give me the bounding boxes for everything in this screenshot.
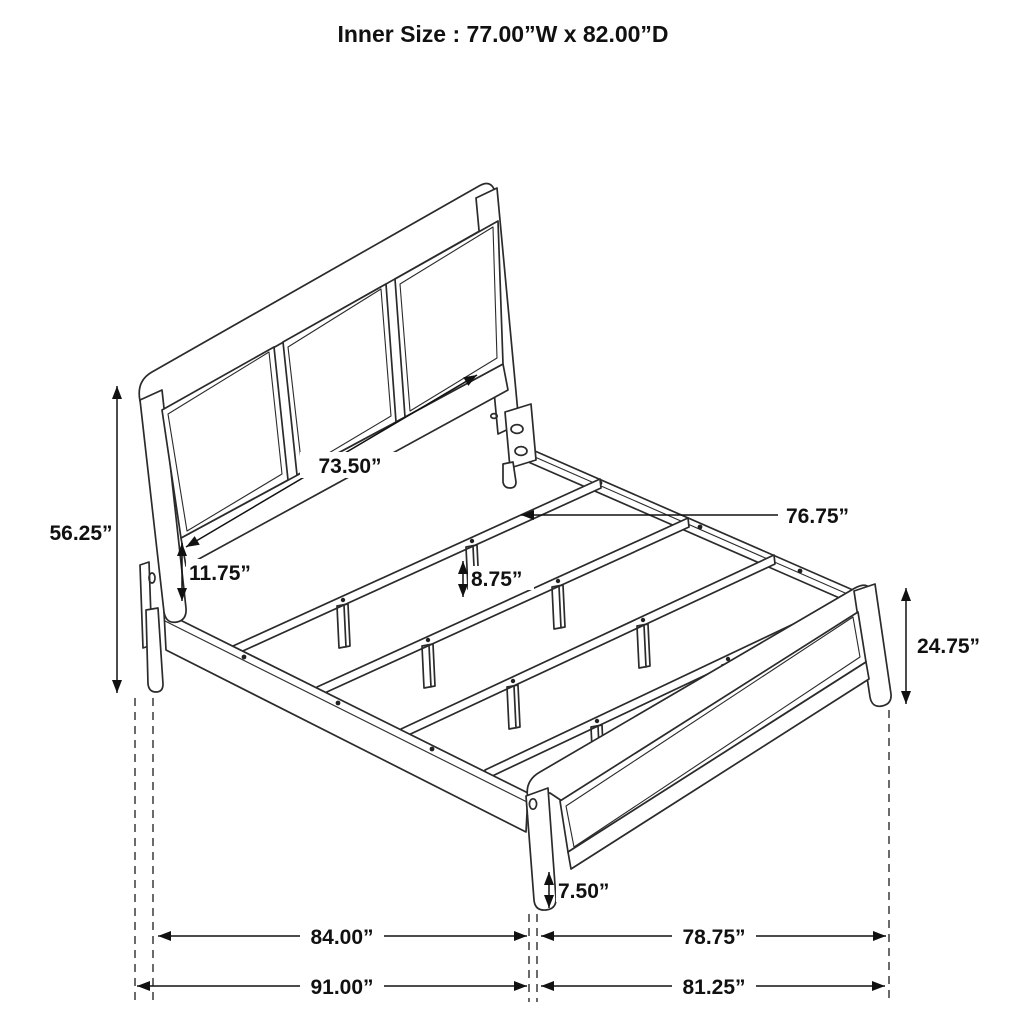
screw-dot	[698, 525, 703, 530]
screw-dot	[242, 655, 247, 660]
front-rail-ledge-line	[165, 621, 527, 802]
dim-inner-length-label: 84.00”	[310, 926, 374, 949]
slat-leg	[337, 604, 350, 648]
dim-headboard-width-label: 73.50”	[318, 455, 382, 478]
dim-slat-leg-height-label: 8.75”	[471, 568, 523, 591]
bed-drawing	[139, 184, 891, 911]
dim-side-rail-length-label: 76.75”	[786, 505, 850, 528]
slat-leg	[552, 585, 565, 629]
footboard	[526, 584, 891, 910]
footboard-panel	[560, 612, 866, 852]
headboard-rail-bracket	[505, 404, 536, 468]
slat-leg	[507, 685, 520, 729]
headboard-left-leg	[146, 608, 163, 692]
dim-overall-width-label: 81.25”	[682, 976, 746, 999]
screw-dot	[556, 579, 560, 583]
dim-overall-length-label: 91.00”	[310, 976, 374, 999]
diagram-title: Inner Size : 77.00”W x 82.00”D	[337, 21, 669, 47]
screw-dot	[336, 701, 341, 706]
rear-rail-edge-line	[528, 454, 868, 603]
side-rail-rear	[526, 448, 869, 610]
screw-dot	[641, 618, 645, 622]
dim-rail-gap-label: 11.75”	[189, 562, 251, 585]
screw-dot	[470, 539, 474, 543]
slat-leg	[422, 644, 435, 688]
screw-dot	[426, 638, 430, 642]
slat-leg	[637, 624, 650, 668]
extension-lines	[135, 698, 889, 1002]
rear-rail-band	[526, 448, 869, 610]
screw-dot	[430, 747, 435, 752]
dim-footboard-span-label: 78.75”	[682, 926, 746, 949]
slat-2	[317, 518, 689, 696]
screw-dot	[798, 569, 803, 574]
dim-headboard-height-label: 56.25”	[49, 522, 113, 545]
headboard-right-leg	[503, 462, 516, 488]
screw-dot	[595, 719, 599, 723]
screw-dot	[511, 679, 515, 683]
slat-band	[317, 518, 689, 696]
screw-dot	[341, 598, 345, 602]
dim-footboard-clearance-label: 7.50”	[558, 880, 610, 903]
dim-footboard-height-label: 24.75”	[917, 635, 981, 658]
